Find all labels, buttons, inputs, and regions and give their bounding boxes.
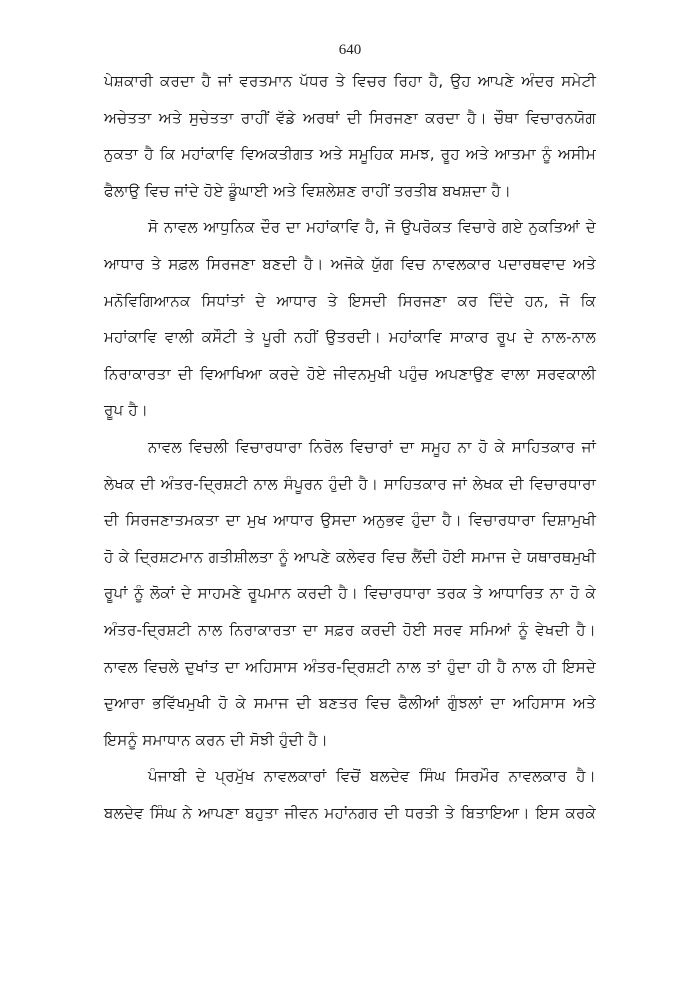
text-line: ਨਾਵਲ ਵਿਚਲੀ ਵਿਚਾਰਧਾਰਾ ਨਿਰੋਲ ਵਿਚਾਰਾਂ ਦਾ ਸਮੂਹ ਨਾ ਹੋ ਕੇ ਸਾਹਿਤਕਾਰ ਜਾਂ bbox=[148, 437, 596, 456]
text-line: ਪੇਸ਼ਕਾਰੀ ਕਰਦਾ ਹੈ ਜਾਂ ਵਰਤਮਾਨ ਪੱਧਰ ਤੇ ਵਿਚਰ ਰਿਹਾ ਹੈ, ਉਹ ਆਪਣੇ ਅੰਦਰ ਸਮੇਟੀ bbox=[104, 72, 596, 90]
text-line: ਨੁਕਤਾ ਹੈ ਕਿ ਮਹਾਂਕਾਵਿ ਵਿਅਕਤੀਗਤ ਅਤੇ ਸਮੂਹਿਕ ਸਮਝ, ਰੂਹ ਅਤੇ ਆਤਮਾ ਨੂੰ ਅਸੀਮ bbox=[104, 145, 596, 164]
text-line: ਨਾਵਲ ਵਿਚਲੇ ਦੁਖਾਂਤ ਦਾ ਅਹਿਸਾਸ ਅੰਤਰ-ਦ੍ਰਿਸ਼ਟੀ ਨਾਲ ਤਾਂ ਹੁੰਦਾ ਹੀ ਹੈ ਨਾਲ ਹੀ ਇਸਦੇ bbox=[104, 657, 596, 676]
text-line: ਹੋ ਕੇ ਦ੍ਰਿਸ਼ਟਮਾਨ ਗਤੀਸ਼ੀਲਤਾ ਨੂੰ ਆਪਣੇ ਕਲੇਵਰ ਵਿਚ ਲੈਂਦੀ ਹੋਈ ਸਮਾਜ ਦੇ ਯਥਾਰਥਮੁਖੀ bbox=[104, 547, 596, 566]
text-line: ਫੈਲਾਉ ਵਿਚ ਜਾਂਦੇ ਹੋਏ ਡੂੰਘਾਈ ਅਤੇ ਵਿਸ਼ਲੇਸ਼ਣ ਰਾਹੀਂ ਤਰਤੀਬ ਬਖਸ਼ਦਾ ਹੈ। bbox=[104, 181, 512, 200]
page-number: 640 bbox=[338, 42, 362, 58]
text-line: ਪੰਜਾਬੀ ਦੇ ਪ੍ਰਮੁੱਖ ਨਾਵਲਕਾਰਾਂ ਵਿਚੋਂ ਬਲਦੇਵ ਸਿੰਘ ਸਿਰਮੌਰ ਨਾਵਲਕਾਰ ਹੈ। bbox=[148, 767, 596, 786]
paragraph bbox=[104, 63, 596, 209]
paragraph bbox=[104, 758, 596, 831]
text-line: ਮਹਾਂਕਾਵਿ ਵਾਲੀ ਕਸੌਟੀ ਤੇ ਪੂਰੀ ਨਹੀਂ ਉਤਰਦੀ। ਮਹਾਂਕਾਵਿ ਸਾਕਾਰ ਰੂਪ ਦੇ ਨਾਲ-ਨਾਲ bbox=[104, 328, 596, 347]
text-line: ਦੁਆਰਾ ਭਵਿੱਖਮੁਖੀ ਹੋ ਕੇ ਸਮਾਜ ਦੀ ਬਣਤਰ ਵਿਚ ਫੈਲੀਆਂ ਗੁੰਝਲਾਂ ਦਾ ਅਹਿਸਾਸ ਅਤੇ bbox=[104, 694, 596, 713]
text-line: ਆਧਾਰ ਤੇ ਸਫ਼ਲ ਸਿਰਜਣਾ ਬਣਦੀ ਹੈ। ਅਜੋਕੇ ਯੁੱਗ ਵਿਚ ਨਾਵਲਕਾਰ ਪਦਾਰਥਵਾਦ ਅਤੇ bbox=[104, 254, 596, 273]
text-line: ਅੰਤਰ-ਦ੍ਰਿਸ਼ਟੀ ਨਾਲ ਨਿਰਾਕਾਰਤਾ ਦਾ ਸਫ਼ਰ ਕਰਦੀ ਹੋਈ ਸਰਵ ਸਮਿਆਂ ਨੂੰ ਵੇਖਦੀ ਹੈ। bbox=[104, 620, 596, 639]
text-line: ਰੂਪ ਹੈ। bbox=[104, 401, 149, 420]
text-line: ਰੂਪਾਂ ਨੂੰ ਲੋਕਾਂ ਦੇ ਸਾਹਮਣੇ ਰੂਪਮਾਨ ਕਰਦੀ ਹੈ। ਵਿਚਾਰਧਾਰਾ ਤਰਕ ਤੇ ਆਧਾਰਿਤ ਨਾ ਹੋ ਕੇ bbox=[104, 584, 596, 603]
text-line: ਸੋ ਨਾਵਲ ਆਧੁਨਿਕ ਦੌਰ ਦਾ ਮਹਾਂਕਾਵਿ ਹੈ, ਜੋ ਉਪਰੋਕਤ ਵਿਚਾਰੇ ਗਏ ਨੁਕਤਿਆਂ ਦੇ bbox=[148, 218, 596, 237]
text-line: ਨਿਰਾਕਾਰਤਾ ਦੀ ਵਿਆਖਿਆ ਕਰਦੇ ਹੋਏ ਜੀਵਨਮੁਖੀ ਪਹੁੰਚ ਅਪਣਾਉਣ ਵਾਲਾ ਸਰਵਕਾਲੀ bbox=[104, 364, 596, 383]
text-line: ਦੀ ਸਿਰਜਣਾਤਮਕਤਾ ਦਾ ਮੁਖ ਆਧਾਰ ਉਸਦਾ ਅਨੁਭਵ ਹੁੰਦਾ ਹੈ। ਵਿਚਾਰਧਾਰਾ ਦਿਸ਼ਾਮੁਖੀ bbox=[104, 511, 596, 530]
text-line: ਇਸਨੂੰ ਸਮਾਧਾਨ ਕਰਨ ਦੀ ਸੋਝੀ ਹੁੰਦੀ ਹੈ। bbox=[104, 730, 328, 749]
text-line: ਅਚੇਤਤਾ ਅਤੇ ਸੁਚੇਤਤਾ ਰਾਹੀਂ ਵੱਡੇ ਅਰਥਾਂ ਦੀ ਸਿਰਜਣਾ ਕਰਦਾ ਹੈ। ਚੌਥਾ ਵਿਚਾਰਨਯੋਗ bbox=[104, 108, 596, 127]
body-text bbox=[104, 63, 596, 831]
text-line: ਮਨੋਵਿਗਿਆਨਕ ਸਿਧਾਂਤਾਂ ਦੇ ਆਧਾਰ ਤੇ ਇਸਦੀ ਸਿਰਜਣਾ ਕਰ ਦਿੰਦੇ ਹਨ, ਜੋ ਕਿ bbox=[104, 291, 596, 310]
text-line: ਬਲਦੇਵ ਸਿੰਘ ਨੇ ਆਪਣਾ ਬਹੁਤਾ ਜੀਵਨ ਮਹਾਂਨਗਰ ਦੀ ਧਰਤੀ ਤੇ ਬਿਤਾਇਆ। ਇਸ ਕਰਕੇ bbox=[104, 803, 596, 822]
paragraph bbox=[104, 429, 596, 758]
text-line: ਲੇਖਕ ਦੀ ਅੰਤਰ-ਦ੍ਰਿਸ਼ਟੀ ਨਾਲ ਸੰਪੂਰਨ ਹੁੰਦੀ ਹੈ। ਸਾਹਿਤਕਾਰ ਜਾਂ ਲੇਖਕ ਦੀ ਵਿਚਾਰਧਾਰਾ bbox=[104, 474, 596, 493]
paragraph bbox=[104, 209, 596, 429]
